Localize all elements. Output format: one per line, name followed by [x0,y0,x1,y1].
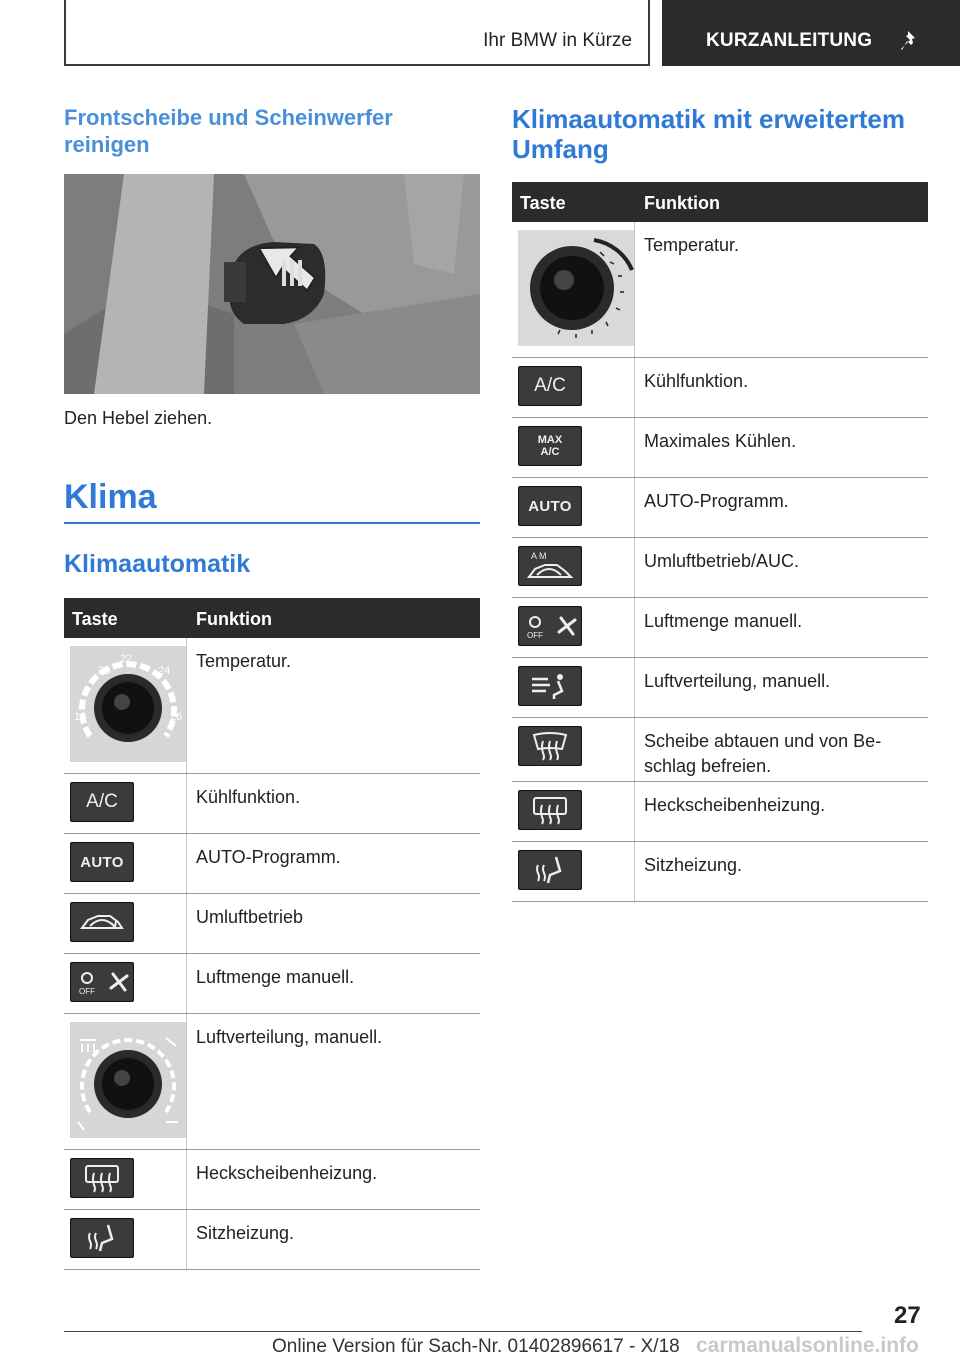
table-row [64,894,480,954]
watermark: carmanualsonline.info [696,1334,919,1357]
klima-heading: Klima [64,478,157,516]
dial-label-24: 24 [158,665,171,677]
table-row [512,598,928,658]
seat-heating-icon [518,850,582,890]
table-row [64,954,480,1014]
dial-label-18: 18 [74,711,87,723]
svg-text:OFF: OFF [527,631,543,640]
table-row [64,1210,480,1270]
header-funktion: Funktion [196,609,272,629]
table-row [512,222,928,358]
function-text: Heckscheibenheizung. [644,795,826,815]
rear-defrost-icon [70,1158,134,1198]
table-row [512,358,928,418]
function-text: Luftmenge manuell. [196,967,355,987]
kurzanleitung-tab[interactable] [662,0,960,66]
function-text: Luftverteilung, manuell. [196,1027,383,1047]
function-text: Scheibe abtauen und von Be- schlag befreien. [644,731,882,776]
recirculation-icon [70,902,134,942]
air-distribution-icon [518,666,582,706]
function-text: Umluftbetrieb/AUC. [644,551,800,571]
table-row [512,658,928,718]
table-row [64,774,480,834]
table-header [512,182,928,222]
klimaautomatik-heading: Klimaautomatik [64,550,251,578]
dial-label-20: 20 [98,665,111,677]
table-row [512,418,928,478]
function-text: Kühlfunktion. [196,787,301,807]
climate-table-right [512,182,928,902]
front-defrost-icon [518,726,582,766]
table-row [512,538,928,598]
function-text: AUTO-Programm. [196,847,341,867]
section-heading-extended: Klimaautomatik mit erweitertem Umfang [512,104,906,164]
section-heading-cleaning: Frontscheibe und Scheinwerfer reinigen [64,105,393,157]
table-row [512,718,928,782]
rear-defrost-icon [518,790,582,830]
header-taste: Taste [72,609,118,629]
function-text: Luftmenge manuell. [644,611,803,631]
temperature-dial-icon [70,646,186,767]
dial-label-22: 22 [120,653,133,665]
photo-caption: Den Hebel ziehen. [64,408,213,428]
function-text: Temperatur. [644,235,740,255]
function-text: Sitzheizung. [196,1223,295,1243]
function-text: AUTO-Programm. [644,491,789,511]
function-text: Luftverteilung, manuell. [644,671,831,691]
function-text: Temperatur. [196,651,292,671]
air-distribution-dial-icon [70,1022,186,1143]
dial-label-26: 26 [170,711,183,723]
klima-divider [64,522,480,524]
ac-button-icon: A/C [70,782,134,822]
max-ac-label: MAX A/C [537,434,563,458]
table-row [64,638,480,774]
footer-divider [64,1331,862,1332]
section-title: Ihr BMW in Kürze [483,30,632,51]
svg-text:A M: A M [531,551,547,561]
recirculation-auc-icon [518,546,582,586]
function-text: Heckscheibenheizung. [196,1163,378,1183]
table-row [64,834,480,894]
header-taste: Taste [520,193,566,213]
climate-table-left [64,598,480,1270]
table-row [64,1014,480,1150]
fan-icon [70,962,134,1002]
temperature-dial-icon [518,230,634,351]
header-frame [64,0,650,66]
table-row [512,782,928,842]
function-text: Umluftbetrieb [196,907,304,927]
fan-icon [518,606,582,646]
pin-icon [900,28,924,52]
auto-button-icon: AUTO [70,842,134,882]
function-text: Sitzheizung. [644,855,743,875]
seat-heating-icon [70,1218,134,1258]
page-number: 27 [894,1302,921,1329]
table-row [512,842,928,902]
function-text: Maximales Kühlen. [644,431,797,451]
table-row [64,1150,480,1210]
header-funktion: Funktion [644,193,720,213]
function-text: Kühlfunktion. [644,371,749,391]
table-row [512,478,928,538]
table-header [64,598,480,638]
auto-button-icon: AUTO [518,486,582,526]
footer-version-text: Online Version für Sach-Nr. 01402896617 - X/18 [272,1336,680,1357]
svg-text:OFF: OFF [79,987,95,996]
ac-button-icon: A/C [518,366,582,406]
tab-label: KURZANLEITUNG [706,30,873,51]
max-ac-button-icon [518,426,582,466]
wiper-lever-photo [64,174,480,394]
